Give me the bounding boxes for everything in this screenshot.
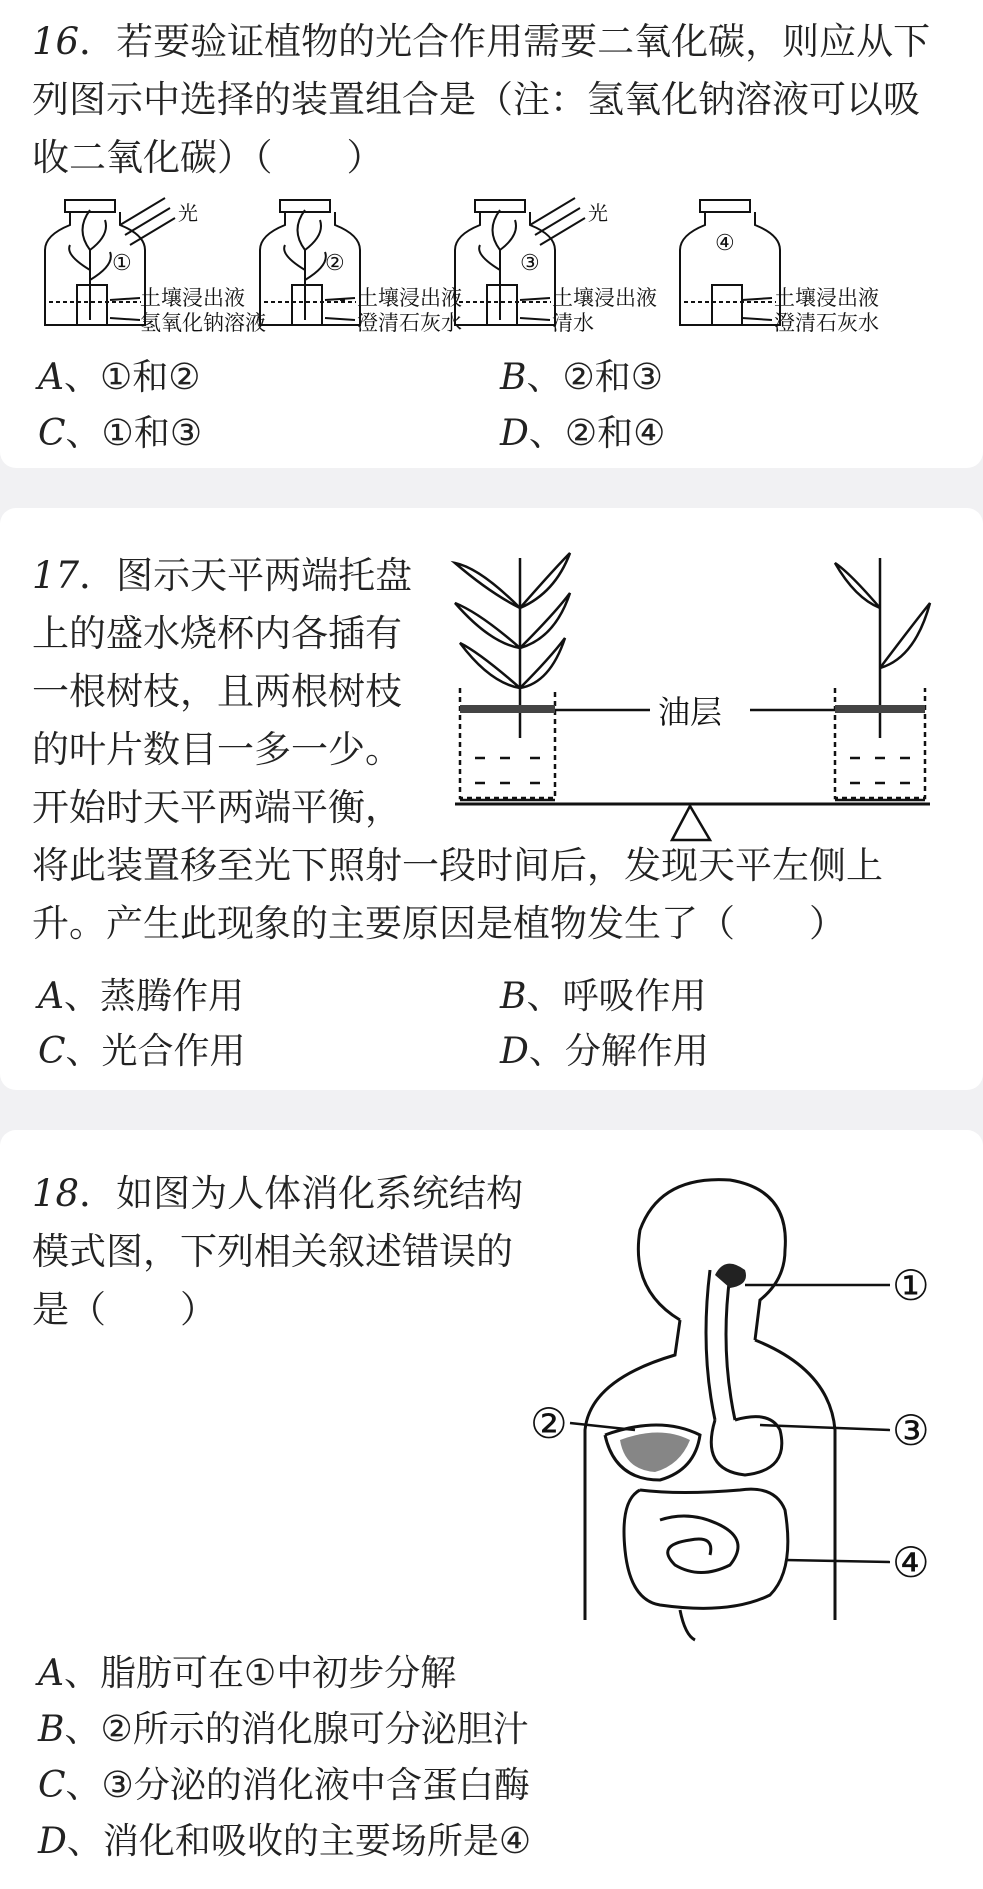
question-number: 17 (32, 554, 80, 597)
question-text-line: 17．图示天平两端托盘 (32, 554, 413, 597)
question-text-line: 是（ ） (32, 1288, 217, 1331)
option-b[interactable]: B、②所示的消化腺可分泌胆汁 (38, 1709, 529, 1750)
device-number: ③ (520, 251, 540, 276)
question-text-line: 模式图，下列相关叙述错误的 (32, 1230, 513, 1273)
option-d[interactable]: D、分解作用 (500, 1031, 709, 1072)
question-text-line: 升。产生此现象的主要原因是植物发生了（ ） (32, 902, 846, 945)
option-b[interactable]: B、②和③ (500, 357, 664, 398)
question-text-line: 开始时天平两端平衡， (32, 786, 402, 829)
question-18-card (0, 1130, 983, 1889)
option-a[interactable]: A、①和② (38, 357, 201, 398)
device-top-label: 土壤浸出液 (552, 286, 657, 310)
option-b[interactable]: B、呼吸作用 (500, 976, 707, 1017)
question-text-line: 上的盛水烧杯内各插有 (32, 612, 402, 655)
balance-figure (440, 548, 970, 848)
question-16-card (0, 0, 983, 468)
question-text-line: 18．如图为人体消化系统结构 (32, 1172, 524, 1215)
question-text-line: 收二氧化碳）（ ） (32, 136, 384, 179)
device-top-label: 土壤浸出液 (357, 286, 462, 310)
device-bottom-label: 清水 (552, 311, 594, 335)
option-d[interactable]: D、消化和吸收的主要场所是④ (38, 1821, 532, 1862)
jar-device-4 (680, 200, 780, 325)
question-text-line: 16．若要验证植物的光合作用需要二氧化碳，则应从下 (32, 20, 931, 63)
question-text-line: 的叶片数目一多一少。 (32, 728, 402, 771)
device-top-label: 土壤浸出液 (140, 286, 245, 310)
oil-layer-label: 油层 (658, 693, 723, 731)
label-1: ① (892, 1261, 930, 1310)
question-text-line: 列图示中选择的装置组合是（注：氢氧化钠溶液可以吸 (32, 78, 920, 121)
question-17-card (0, 508, 983, 1090)
device-number: ② (325, 251, 345, 276)
device-bottom-label: 澄清石灰水 (774, 311, 879, 335)
label-2: ② (530, 1399, 568, 1448)
device-bottom-label: 澄清石灰水 (357, 311, 462, 335)
option-a[interactable]: A、蒸腾作用 (38, 976, 245, 1017)
question-number: 18 (32, 1172, 80, 1215)
experiment-figure (20, 190, 970, 350)
light-label: 光 (178, 201, 198, 225)
label-4: ④ (892, 1538, 930, 1587)
option-a[interactable]: A、脂肪可在①中初步分解 (38, 1653, 457, 1694)
question-text-line: 一根树枝，且两根树枝 (32, 670, 402, 713)
label-3: ③ (892, 1406, 930, 1455)
question-text-line: 将此装置移至光下照射一段时间后，发现天平左侧上 (32, 844, 883, 887)
device-number: ① (112, 251, 132, 276)
device-bottom-label: 氢氧化钠溶液 (140, 311, 266, 335)
option-c[interactable]: C、③分泌的消化液中含蛋白酶 (38, 1765, 530, 1806)
option-d[interactable]: D、②和④ (500, 413, 666, 454)
question-number: 16 (32, 20, 80, 63)
option-c[interactable]: C、光合作用 (38, 1031, 246, 1072)
jar-device-2 (260, 200, 360, 325)
device-number: ④ (715, 231, 735, 256)
option-c[interactable]: C、①和③ (38, 413, 203, 454)
device-top-label: 土壤浸出液 (774, 286, 879, 310)
digestive-system-figure (530, 1170, 970, 1650)
light-label: 光 (588, 201, 608, 225)
